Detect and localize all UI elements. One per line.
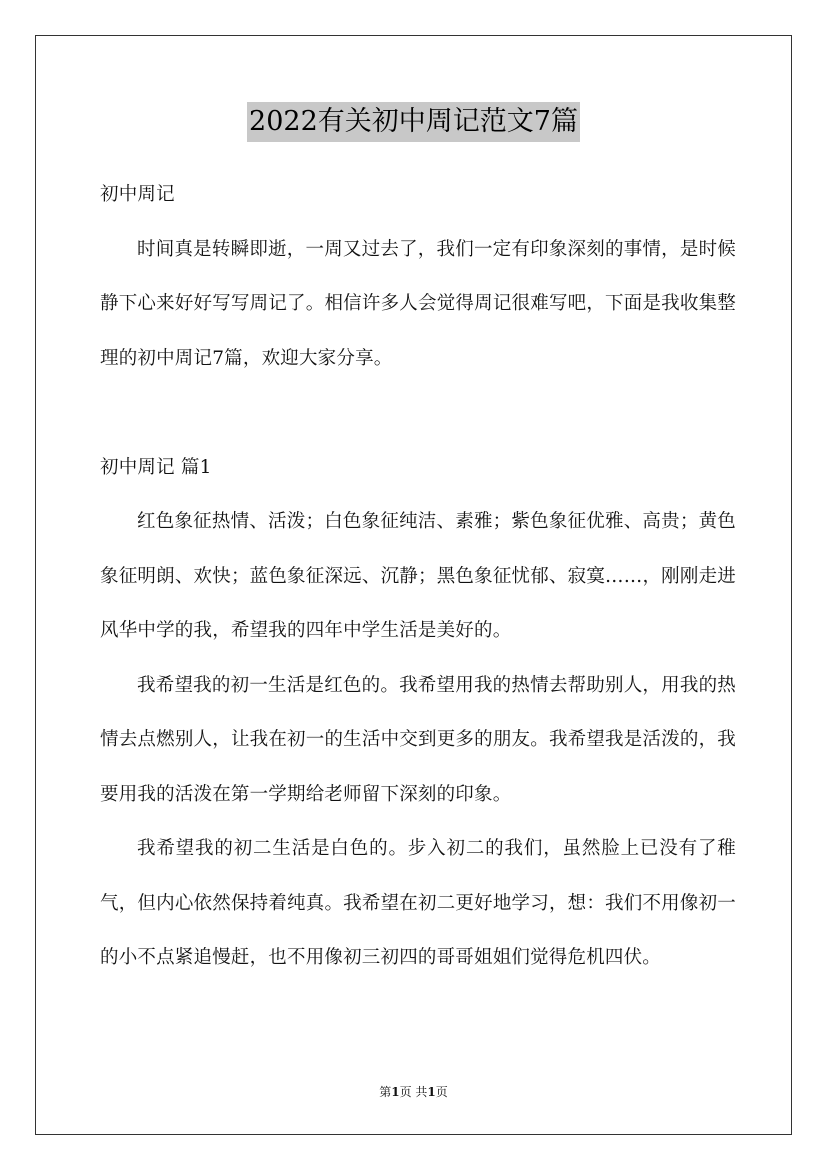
page-footer: [0, 1083, 827, 1101]
footer-page-mid: 页 共: [399, 1085, 428, 1099]
footer-page-total: 1: [427, 1085, 436, 1099]
document-title-text: 2022有关初中周记范文7篇: [247, 102, 580, 142]
document-title: [0, 100, 827, 142]
footer-page-prefix: 第: [379, 1085, 392, 1099]
section-heading: 初中周记 篇1: [100, 456, 212, 478]
footer-page-current: 1: [391, 1085, 400, 1099]
intro-paragraph: 时间真是转瞬即逝，一周又过去了，我们一定有印象深刻的事情，是时候静下心来好好写写周记了。相信许多人会觉得周记很难写吧，下面是我收集整理的初中周记7篇，欢迎大家分享。: [100, 238, 736, 369]
intro-heading: 初中周记: [100, 184, 175, 205]
body-paragraph: 我希望我的初二生活是白色的。步入初二的我们，虽然脸上已没有了稚气，但内心依然保持着纯真。我希望在初二更好地学习，想：我们不用像初一的小不点紧追慢赶，也不用像初三初四的哥哥姐姐们觉得危机四伏。: [100, 838, 736, 968]
footer-page-suffix: 页: [435, 1085, 448, 1099]
body-paragraph: 红色象征热情、活泼；白色象征纯洁、素雅；紫色象征优雅、高贵；黄色象征明朗、欢快；蓝色象征深远、沉静；黑色象征忧郁、寂寞……，刚刚走进风华中学的我，希望我的四年中学生活是美好的。: [100, 511, 736, 641]
document-body: [100, 168, 736, 986]
section-spacer: [100, 386, 736, 441]
body-paragraph: 我希望我的初一生活是红色的。我希望用我的热情去帮助别人，用我的热情去点燃别人，让我在初一的生活中交到更多的朋友。我希望我是活泼的，我要用我的活泼在第一学期给老师留下深刻的印象。: [100, 674, 736, 805]
